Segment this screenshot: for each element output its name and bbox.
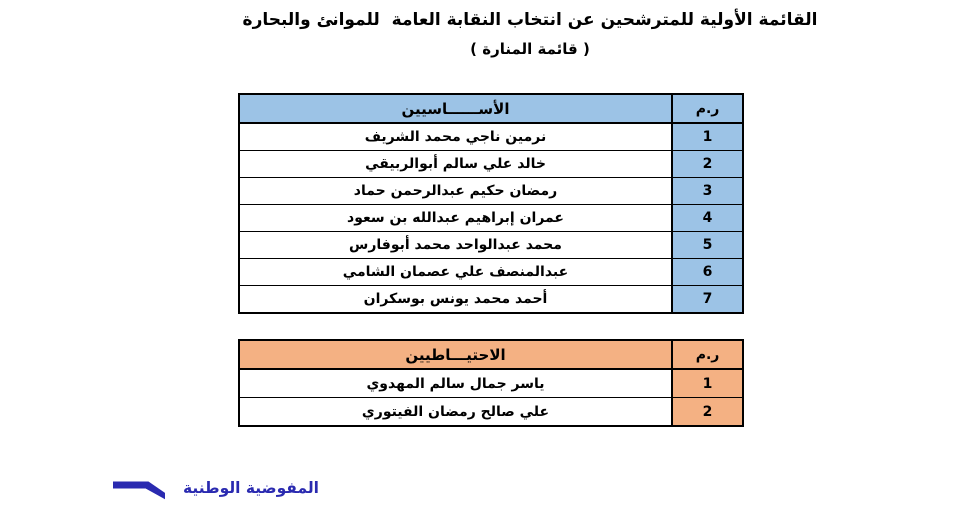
table-row	[240, 177, 742, 204]
candidate-name-cell: عمران إبراهيم عبدالله بن سعود	[347, 210, 564, 226]
table-title-cell: الأســــــاسيين	[240, 95, 671, 122]
commission-logo-text: المفوضية الوطنية	[182, 479, 319, 497]
table-header-row	[240, 341, 742, 369]
row-number-cell: 4	[671, 205, 742, 231]
number-column-header: ر.م	[671, 95, 742, 122]
table-row	[240, 150, 742, 177]
primary-candidates-table	[238, 93, 744, 314]
table-row	[240, 123, 742, 150]
candidate-name-cell: ياسر جمال سالم المهدوي	[366, 375, 545, 392]
candidate-name-cell: خالد علي سالم أبوالربيقي	[365, 156, 546, 172]
row-number-cell: 2	[671, 398, 742, 425]
row-number-cell: 7	[671, 286, 742, 312]
number-column-header: ر.م	[671, 341, 742, 368]
page-title: القائمة الأولية للمترشحين عن انتخاب النقابة العامة للموانئ والبحارة	[242, 10, 818, 30]
row-number-cell: 3	[671, 178, 742, 204]
row-number-cell: 1	[671, 370, 742, 397]
table-row	[240, 258, 742, 285]
reserve-candidates-table	[238, 339, 744, 427]
table-row	[240, 369, 742, 397]
candidate-name-cell: علي صالح رمضان الفيتوري	[361, 403, 550, 420]
row-number-cell: 6	[671, 259, 742, 285]
row-number-cell: 2	[671, 151, 742, 177]
commission-logo-icon	[113, 480, 165, 506]
table-title-cell: الاحتيـــاطيين	[240, 341, 671, 368]
table-row	[240, 285, 742, 312]
row-number-cell: 1	[671, 124, 742, 150]
document-title-block	[130, 10, 930, 58]
candidate-name-cell: نرمين ناجي محمد الشريف	[364, 129, 547, 145]
page-subtitle: ( قائمة المنارة )	[470, 40, 590, 59]
row-number-cell: 5	[671, 232, 742, 258]
table-row	[240, 231, 742, 258]
table-header-row	[240, 95, 742, 123]
candidate-name-cell: محمد عبدالواحد محمد أبوفارس	[349, 237, 562, 253]
candidate-name-cell: عبدالمنصف علي عصمان الشامي	[342, 264, 569, 280]
table-row	[240, 204, 742, 231]
candidate-name-cell: رمضان حكيم عبدالرحمن حماد	[353, 183, 558, 199]
candidate-name-cell: أحمد محمد يونس بوسكران	[363, 291, 548, 307]
table-row	[240, 397, 742, 425]
